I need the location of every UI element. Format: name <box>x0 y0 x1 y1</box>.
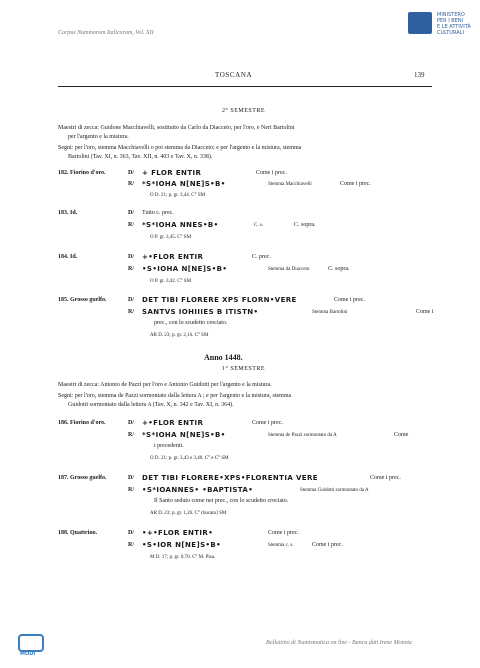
reverse-symbol: R/ <box>128 487 134 493</box>
segni-line-1448: Segni: per l'oro, stemma de Pazzi sormontato dalla lettera A ; e per l'argento e la mistura, stemma <box>58 393 292 399</box>
maestri-line: Maestri di zecca: Guidone Macchiavelli, sostituito da Carlo da Diacceto, per l'oro, e Neri Bartolini <box>58 125 295 131</box>
modi-logo-text: MODÌ <box>20 651 36 657</box>
obverse-symbol: D/ <box>128 530 134 536</box>
header-rule <box>58 86 432 87</box>
corpus-header: Corpus Nummorum Italicorum, Vol. XII <box>58 30 154 36</box>
reverse-note: Stemma Guidotti sormontato da A <box>300 488 369 493</box>
obverse-symbol: D/ <box>128 170 134 176</box>
reverse-note: Stemma c. s. <box>268 543 294 548</box>
obverse-symbol: D/ <box>128 420 134 426</box>
reverse-legend: *S*IOHA N[NE]S•B• <box>142 431 226 439</box>
reverse-note-2: Come i <box>416 309 434 315</box>
coin-metadata: O P. gr. 3,42. C° SM <box>150 279 192 284</box>
obverse-symbol: D/ <box>128 297 134 303</box>
reverse-symbol: R/ <box>128 542 134 548</box>
reverse-note-2: Come i prec. <box>312 542 343 548</box>
coin-metadata: AR D. 23; p. gr. 2,16. C° SM <box>150 333 209 338</box>
page-number: 139 <box>414 71 425 79</box>
reverse-note-2: Come i prec. <box>340 181 371 187</box>
obverse-legend: •+•FLOR ENTIR• <box>142 529 214 537</box>
reverse-note: C. s. <box>254 223 264 228</box>
reverse-legend: *S*IOHA N[NE]S•B• <box>142 180 226 188</box>
obverse-note: Come i prec. <box>256 170 287 176</box>
reverse-note: Stemma da Diacceto <box>268 267 310 272</box>
year-heading: Anno 1448. <box>204 353 243 362</box>
ministry-logo <box>408 12 432 34</box>
segni-line-1448-2: Guidotti sormontato dalla lettera A (Tav. X, n. 342 e Tav. XI, n. 364). <box>68 402 234 408</box>
section-title: TOSCANA <box>215 71 253 79</box>
reverse-continuation: Il Santo seduto come nei prec., con lo scudetto crociato. <box>154 498 289 504</box>
reverse-symbol: R/ <box>128 222 134 228</box>
entry-label: 186. Fiorino d'oro. <box>58 420 106 426</box>
segni-line: Segni: per l'oro, stemma Macchiavelli o poi stemma da Diacceto; e per l'argento e la mistura, stemma <box>58 145 302 151</box>
reverse-note-2: C. sopra. <box>294 222 316 228</box>
reverse-legend: •S•IOR N[NE]S•B• <box>142 541 221 549</box>
reverse-symbol: R/ <box>128 181 134 187</box>
coin-metadata: O D. 21; p. gr. 3,44. C° SM <box>150 193 206 198</box>
reverse-note: Stemma Macchiavelli <box>268 182 312 187</box>
reverse-note-2: C. sopra. <box>328 266 350 272</box>
coin-metadata: AR D. 23; p. gr. 1,26. C° (bucato) SM <box>150 511 227 516</box>
reverse-note: Stemma Bartolini <box>312 310 348 315</box>
reverse-continuation: prec., con lo scudetto crociato. <box>154 320 228 326</box>
coin-metadata: O D. 21; p. gr. 3,43 e 3,40. C° e C° SM <box>150 456 229 461</box>
ministry-text: MINISTERO PER I BENI E LE ATTIVITÀ CULTURALI <box>437 12 471 36</box>
reverse-legend: *S*IOHA NNES•B• <box>142 221 219 229</box>
reverse-legend: •S•IOHA N[NE]S•B• <box>142 265 228 273</box>
obverse-legend: +•FLOR ENTIR <box>142 419 204 427</box>
obverse-symbol: D/ <box>128 475 134 481</box>
obverse-note: Come i prec. <box>334 297 365 303</box>
entry-label: 187. Grosso guelfo. <box>58 475 107 481</box>
segni-line-2: Bartolini (Tav. XI, n. 363, Tav. XII, n. 403 e Tav. X, n. 338). <box>68 154 213 160</box>
obverse-legend: DET TIBI FLORERE XPS FLORN•VERE <box>142 296 297 304</box>
reverse-symbol: R/ <box>128 266 134 272</box>
maestri-line-2: per l'argento e la mistura. <box>68 134 129 140</box>
obverse-symbol: D/ <box>128 210 134 216</box>
entry-label: 188. Quattrino. <box>58 530 98 536</box>
reverse-continuation: i precedenti. <box>154 443 184 449</box>
obverse-note: C. prec. <box>252 254 271 260</box>
reverse-note: Stemma de Pazzi sormontato da A <box>268 433 337 438</box>
obverse-legend: +•FLOR ENTIR <box>142 253 204 261</box>
obverse-legend: + FLOR ENTIR <box>142 169 202 177</box>
reverse-symbol: R/ <box>128 432 134 438</box>
obverse-note: Come i prec. <box>268 530 299 536</box>
coin-metadata: O P. gr. 3,45. C° SM <box>150 235 192 240</box>
coin-metadata: M D. 17; p. gr. 0,70. C° M. Pisa. <box>150 555 216 560</box>
entry-label: 184. Id. <box>58 254 78 260</box>
modi-logo <box>18 634 44 652</box>
semester-title-2: 1° SEMESTRE <box>222 366 266 372</box>
reverse-symbol: R/ <box>128 309 134 315</box>
entry-label: 182. Fiorino d'oro. <box>58 170 106 176</box>
entry-label: 185. Grosso guelfo. <box>58 297 107 303</box>
semester-title: 2° SEMESTRE <box>222 108 266 114</box>
obverse-legend: DET TIBI FLORERE•XPS•FLORENTIA VERE <box>142 474 318 482</box>
obverse-legend: Tutto c. prec. <box>142 210 174 216</box>
maestri-line-1448: Maestri di zecca: Antonio de Pazzi per l'oro e Antonio Guidotti per l'argento e la mistura. <box>58 382 272 388</box>
obverse-note: Come i prec. <box>252 420 283 426</box>
obverse-note: Come i prec. <box>370 475 401 481</box>
reverse-legend: SANTVS IOHIIIES B ITISTN• <box>142 308 259 316</box>
reverse-legend: •S*IOANNES• •BAPTISTA• <box>142 486 254 494</box>
footer-credit: Bollettino di Numismatica on line - Banca dati Irene Moneta <box>266 640 412 646</box>
reverse-note-2: Come <box>394 432 409 438</box>
obverse-symbol: D/ <box>128 254 134 260</box>
entry-label: 183. Id. <box>58 210 78 216</box>
